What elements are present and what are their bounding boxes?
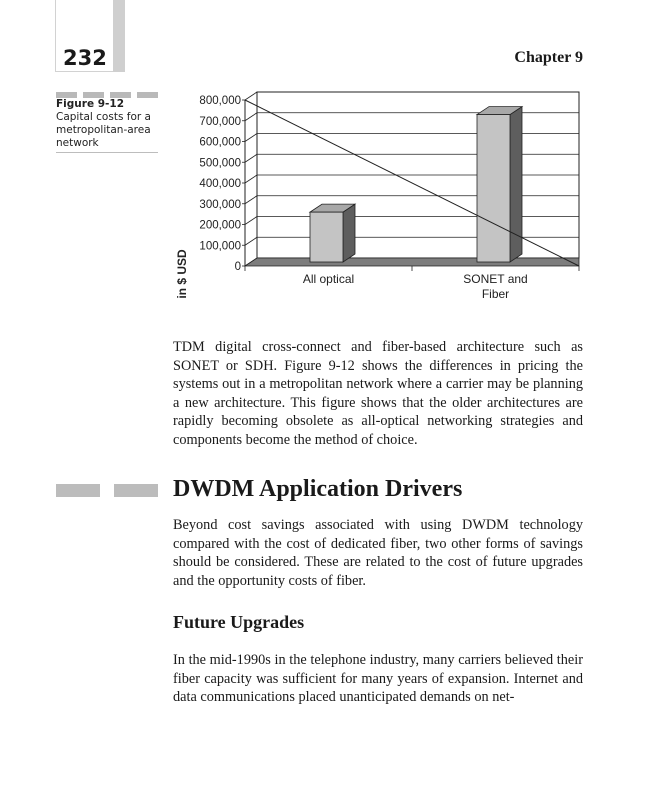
page-number: 232 xyxy=(63,46,107,70)
gridline-side xyxy=(245,113,257,121)
gridline-side xyxy=(245,175,257,183)
bar xyxy=(310,204,355,262)
paragraph-intro: TDM digital cross-connect and fiber-based architecture such as SONET or SDH. Figure 9-12 shows the differences in pricing the systems out in a metropolitan network where a carrier may be planning a new architecture. This figure shows that the older architectures are rapidly becoming obsolete as all-optical networking strategies and components become the method of choice. xyxy=(173,339,583,448)
y-tick-label: 200,000 xyxy=(199,219,241,232)
gridline-side xyxy=(245,154,257,162)
gridline-side xyxy=(245,196,257,204)
bar-front xyxy=(477,115,510,262)
bar xyxy=(477,107,522,262)
y-tick-label: 400,000 xyxy=(199,178,241,190)
bar-side xyxy=(510,107,522,262)
page-tab-bar xyxy=(113,0,125,72)
x-tick-label: All optical xyxy=(302,272,355,286)
y-tick-label: 100,000 xyxy=(199,240,241,253)
gridline-side xyxy=(245,217,257,225)
figure-label: Figure 9-12 xyxy=(56,98,124,110)
y-tick-label: 500,000 xyxy=(199,157,241,170)
paragraph-upgrades: In the mid-1990s in the telephone industry, many carriers believed their fiber capacity was sufficient for many years of expansion. Internet and data communications placed unanticipated demands on net- xyxy=(173,652,583,705)
gridline-side xyxy=(245,134,257,142)
section-marker xyxy=(56,484,158,497)
chapter-label: Chapter 9 xyxy=(514,49,583,66)
gridline-side xyxy=(245,237,257,245)
figure-caption xyxy=(56,98,158,153)
gridline-side xyxy=(245,92,257,100)
subsection-heading: Future Upgrades xyxy=(173,612,305,632)
chart-floor xyxy=(245,258,579,266)
bar-front xyxy=(310,212,343,262)
bar-side xyxy=(343,204,355,262)
y-tick-label: 300,000 xyxy=(199,198,241,211)
chart-y-axis-label: in $ USD xyxy=(175,249,189,299)
y-tick-label: 0 xyxy=(234,261,241,273)
figure-caption-text: Capital costs for a metropolitan-area network xyxy=(56,111,151,149)
section-heading: DWDM Application Drivers xyxy=(173,476,463,502)
y-tick-label: 800,000 xyxy=(199,95,241,107)
paragraph-drivers: Beyond cost savings associated with using DWDM technology compared with the cost of dedicated fiber, two other forms of savings should be considered. These are related to the cost of future upgrades and the opportunity costs of fiber. xyxy=(173,517,583,589)
x-tick-label: SONET and Fiber xyxy=(463,272,528,301)
y-tick-label: 700,000 xyxy=(199,115,241,128)
y-tick-label: 600,000 xyxy=(199,136,241,149)
capital-cost-chart xyxy=(160,88,590,318)
